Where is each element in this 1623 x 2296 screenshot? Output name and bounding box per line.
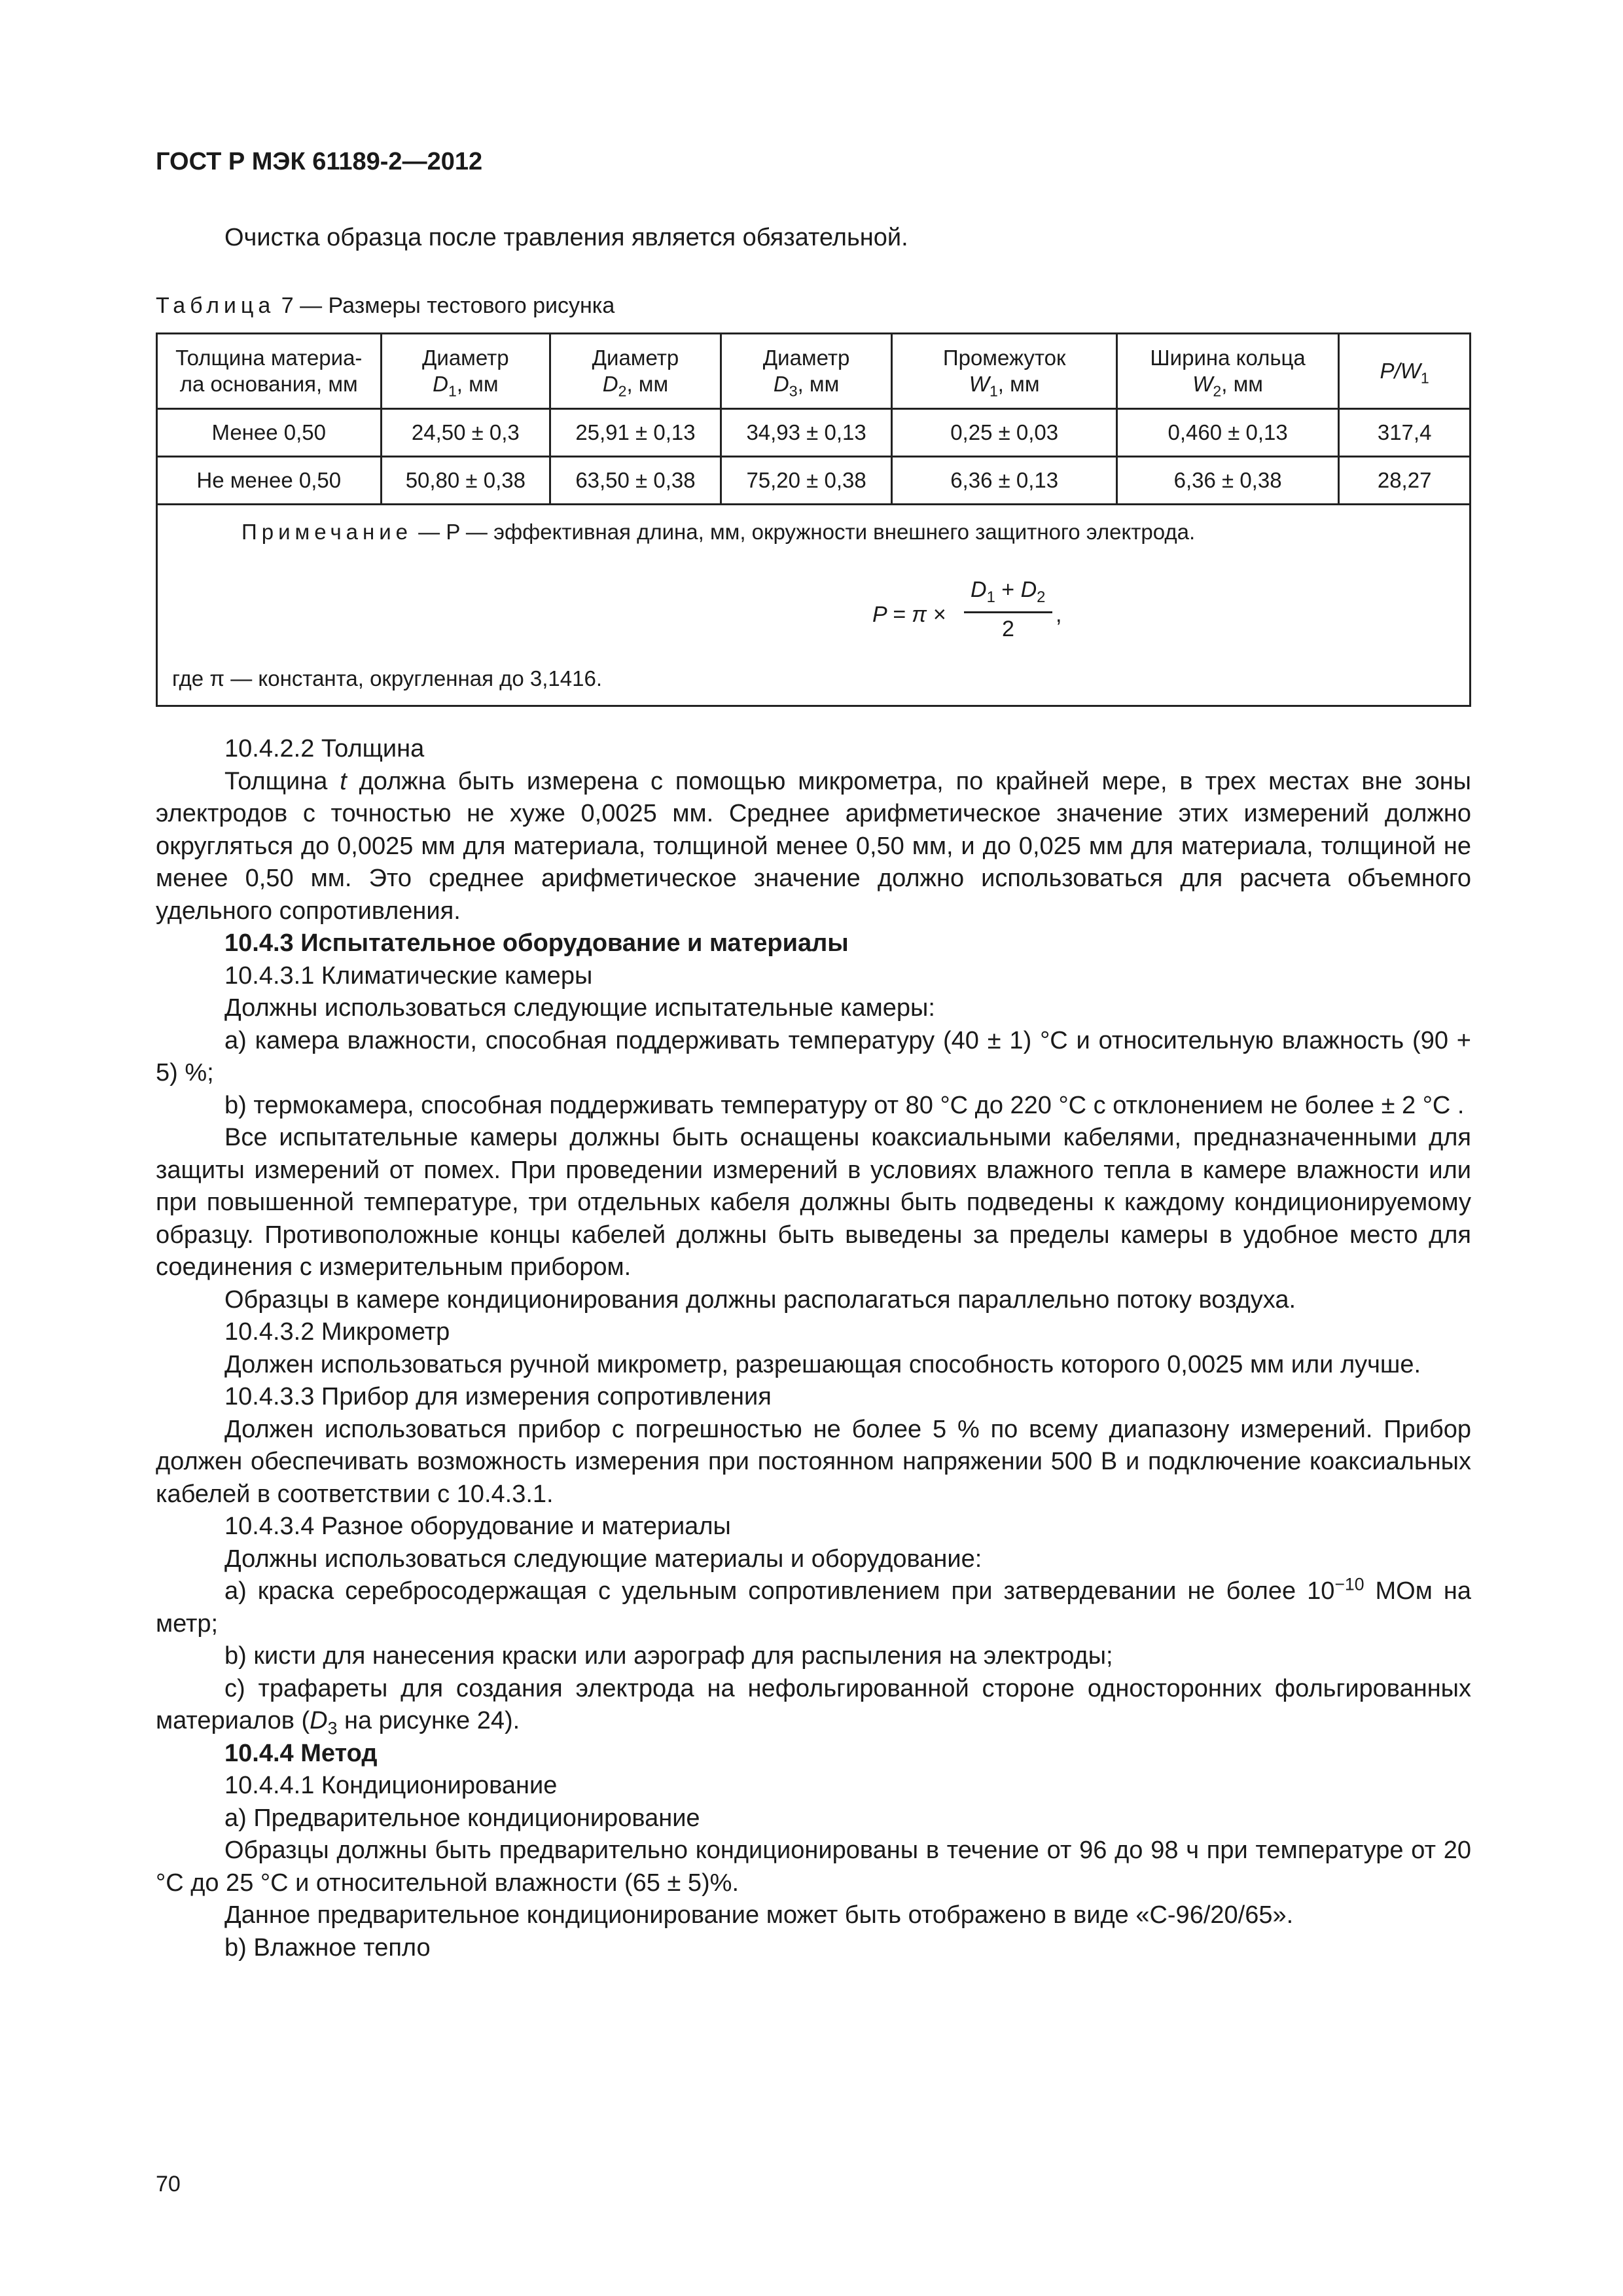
section-10-4-4-heading: 10.4.4 Метод [224, 1739, 378, 1767]
formula-lhs: P = π × [872, 602, 946, 627]
note-label: Примечание [241, 520, 413, 544]
header-p-w1: $P/W_1$ [1339, 334, 1471, 409]
chamber-item-b: b) термокамера, способная поддерживать температуру от 80 °С до 220 °С с отклонением не более ± 2 °С . [224, 1091, 1465, 1119]
table-note [157, 505, 1471, 706]
table-cell: Не менее 0,50 [157, 457, 382, 505]
section-10-4-3-2-heading: 10.4.3.2 Микрометр [224, 1318, 450, 1346]
table-cell: 63,50 ± 0,38 [550, 457, 721, 505]
formula-fraction-bar [964, 611, 1052, 613]
material-item-b: b) кисти для нанесения краски или аэрограф для распыления на электроды; [224, 1642, 1113, 1670]
table-cell: 0,25 ± 0,03 [892, 409, 1117, 457]
note-text [241, 520, 1195, 545]
section-10-4-3-4-heading: 10.4.3.4 Разное оборудование и материалы [224, 1513, 731, 1540]
table-cell: 75,20 ± 0,38 [721, 457, 892, 505]
section-10-4-4-1-heading: 10.4.4.1 Кондиционирование [224, 1772, 558, 1799]
preconditioning-code-paragraph: Данное предварительное кондиционирование может быть отображено в виде «С-96/20/65». [224, 1901, 1294, 1929]
table-cell: 317,4 [1339, 409, 1471, 457]
preconditioning-heading: a) Предварительное кондиционирование [224, 1804, 700, 1832]
table-row [157, 409, 1471, 457]
perimeter-formula [872, 577, 1134, 656]
section-10-4-3-3-heading: 10.4.3.3 Прибор для измерения сопротивления [224, 1383, 772, 1410]
body-text [156, 733, 1471, 1964]
materials-paragraph: Должны использоваться следующие материалы и оборудование: [224, 1545, 982, 1573]
table-note-row [157, 505, 1471, 706]
table-row [157, 457, 1471, 505]
table-cell: 6,36 ± 0,38 [1116, 457, 1338, 505]
resistance-paragraph: Должен использоваться прибор с погрешностью не более 5 % по всему диапазону измерений. Прибор должен обеспечивать возможность измерения при постоянном напряжении 500 В и подключение коаксиальных кабелей в соответствии с 10.4.3.1. [156, 1415, 1471, 1508]
dimensions-table [156, 332, 1471, 707]
parallel-paragraph: Образцы в камере кондиционирования должны располагаться параллельно потоку воздуха. [224, 1285, 1296, 1314]
intro-paragraph: Очистка образца после травления является обязательной. [224, 224, 908, 251]
material-item-c: c) трафареты для создания электрода на нефольгированной стороне односторонних фольгированных материалов ($D_3$ на рисунке 24). [156, 1674, 1471, 1738]
table-cell: 6,36 ± 0,13 [892, 457, 1117, 505]
damp-heat-heading: b) Влажное тепло [224, 1933, 431, 1962]
cables-paragraph: Все испытательные камеры должны быть оснащены коаксиальными кабелями, предназначенными для защиты измерений от помех. При проведении измерений в условиях влажного тепла в камере влажности или при повышенной температуре, три отдельных кабеля должны быть подведены к каждому кондиционируемому образцу. Противоположные концы кабелей должны быть выведены за пределы камеры в удобное место для соединения с измерительным прибором. [156, 1124, 1471, 1281]
table-cell: 24,50 ± 0,3 [381, 409, 550, 457]
chambers-paragraph: Должны использоваться следующие испытательные камеры: [224, 994, 935, 1022]
formula-numerator: $D_1 + D_2$ [971, 577, 1046, 606]
note-body: — P — эффективная длина, мм, окружности внешнего защитного электрода. [412, 520, 1196, 544]
material-item-a: a) краска серебросодержащая с удельным сопротивлением при затвердевании не более $10^{-10}$ МОм на метр; [156, 1574, 1471, 1638]
header-diameter-d2: Диаметр $D_2$, мм [550, 334, 721, 409]
table-caption [156, 293, 615, 319]
table-cell: 34,93 ± 0,13 [721, 409, 892, 457]
preconditioning-paragraph: Образцы должны быть предварительно кондиционированы в течение от 96 до 98 ч при температуре от 20 °С до 25 °С и относительной влажности (65 ± 5)%. [156, 1837, 1471, 1897]
formula-comma: , [1056, 602, 1062, 627]
header-thickness: Толщина материа- ла основания, мм [157, 334, 382, 409]
header-diameter-d1: Диаметр $D_1$, мм [381, 334, 550, 409]
header-ring-width-w2: Ширина кольца $W_2$, мм [1116, 334, 1338, 409]
formula-explanation: где π — константа, округленная до 3,1416. [172, 666, 602, 691]
table-cell: 50,80 ± 0,38 [381, 457, 550, 505]
section-10-4-3-heading: 10.4.3 Испытательное оборудование и материалы [224, 929, 849, 957]
section-10-4-2-2-heading: 10.4.2.2 Толщина [224, 735, 425, 762]
table-cell: 25,91 ± 0,13 [550, 409, 721, 457]
table-caption-label: Таблица [156, 293, 276, 318]
thickness-paragraph: Толщина t должна быть измерена с помощью микрометра, по крайней мере, в трех местах вне зоны электродов с точностью не хуже 0,0025 мм. Среднее арифметическое значение этих измерений должно округляться до 0,0025 мм для материала, толщиной менее 0,50 мм, и до 0,025 мм для материала, толщиной не менее 0,50 мм. Это среднее арифметическое значение должно использоваться для расчета объемного удельного сопротивления. [156, 767, 1471, 925]
table-cell: Менее 0,50 [157, 409, 382, 457]
document-header: ГОСТ Р МЭК 61189-2—2012 [156, 148, 483, 175]
formula-denominator: 2 [1002, 617, 1014, 641]
table-cell: 0,460 ± 0,13 [1116, 409, 1338, 457]
micrometer-paragraph: Должен использоваться ручной микрометр, разрешающая способность которого 0,0025 мм или лучше. [224, 1350, 1421, 1378]
section-10-4-3-1-heading: 10.4.3.1 Климатические камеры [224, 961, 593, 990]
table-header-row [157, 334, 1471, 409]
header-diameter-d3: Диаметр $D_3$, мм [721, 334, 892, 409]
chamber-item-a: a) камера влажности, способная поддерживать температуру (40 ± 1) °С и относительную влажность (90 + 5) %; [156, 1026, 1471, 1086]
table-cell: 28,27 [1339, 457, 1471, 505]
page-number: 70 [156, 2172, 181, 2197]
header-gap-w1: Промежуток $W_1$, мм [892, 334, 1117, 409]
table-caption-title: 7 — Размеры тестового рисунка [275, 293, 615, 318]
